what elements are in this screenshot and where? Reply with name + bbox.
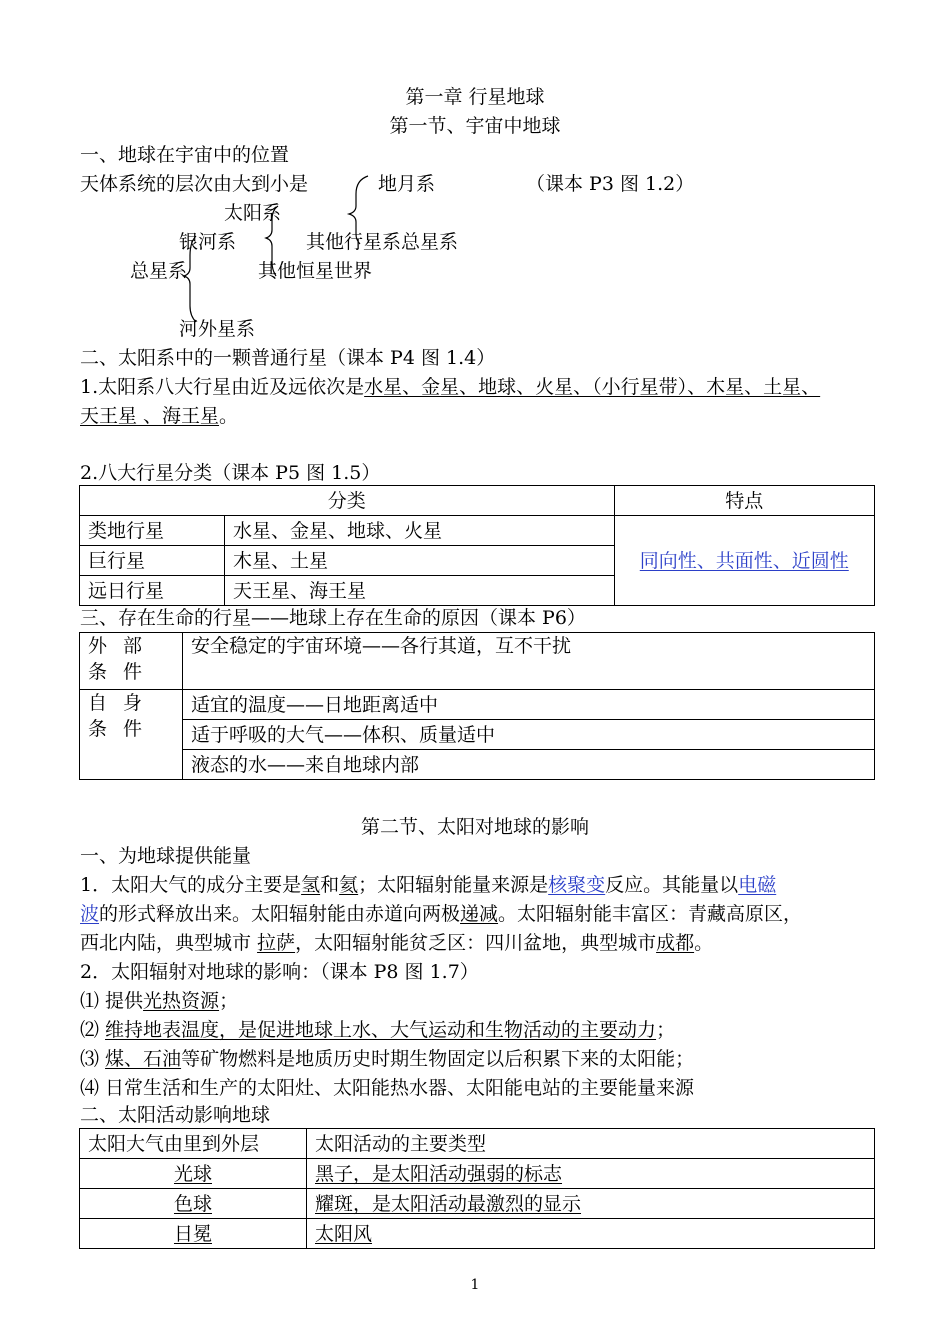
radiation-effects-heading: 2．太阳辐射对地球的影响：（课本 P8 图 1.7）: [80, 961, 479, 983]
activity-type: 耀斑，是太阳活动最激烈的显示: [315, 1192, 582, 1215]
text: 西北内陆，典型城市: [80, 932, 258, 954]
header-feature: 特点: [614, 486, 874, 516]
type-cell: [307, 1159, 875, 1189]
layer-cell: [80, 1219, 307, 1249]
classification-title: 2.八大行星分类（课本 P5 图 1.5）: [80, 462, 381, 484]
type-cell: [307, 1219, 875, 1249]
type-cell: [307, 1189, 875, 1219]
text: 。太阳辐射能丰富区：青藏高原区，: [498, 903, 803, 925]
helium: 氦: [339, 874, 359, 896]
lhasa: 拉萨: [257, 932, 296, 954]
text: 的形式释放出来。太阳辐射能由赤道向两极: [99, 903, 461, 925]
heading-energy: 一、为地球提供能量: [80, 845, 252, 867]
header-layers: 太阳大气由里到外层: [80, 1129, 307, 1159]
brace-milky: [266, 206, 278, 276]
planets-order-line2: [80, 403, 238, 429]
main-driving-force: 维持地表温度，是促进地球上水、大气运动和生物活动的主要动力: [105, 1019, 657, 1041]
text: 反应。其能量以: [605, 874, 739, 896]
row-members: 水星、金星、地球、火星: [225, 516, 615, 546]
em-wave-link-end[interactable]: 波: [80, 903, 100, 925]
external-label: 外 部 条 件: [80, 633, 183, 690]
hierarchy-braces: [0, 0, 950, 400]
coal-oil: 煤、石油: [105, 1048, 182, 1070]
other-stars: 其他恒星世界: [258, 260, 373, 282]
total-galaxy: 总星系: [130, 260, 188, 282]
heading-position: 一、地球在宇宙中的位置: [80, 144, 290, 166]
activity-type: 黑子，是太阳活动强弱的标志: [315, 1162, 563, 1185]
effect-3: [80, 1046, 694, 1072]
fusion-link[interactable]: 核聚变: [548, 874, 606, 896]
row-type: 巨行星: [80, 546, 225, 576]
text: 1．太阳大气的成分主要是: [80, 874, 302, 896]
section-title: 第一节、宇宙中地球: [389, 115, 561, 137]
planets-list-end: 天王星 、海王星: [80, 405, 220, 427]
effect-4: ⑷ 日常生活和生产的太阳灶、太阳能热水器、太阳能电站的主要能量来源: [80, 1077, 695, 1099]
planet-classification-table: [79, 485, 875, 606]
text: 。: [694, 932, 714, 954]
chengdu: 成都: [656, 932, 695, 954]
feature-link[interactable]: 同向性、共面性、近圆性: [639, 549, 849, 572]
layer-cell: [80, 1189, 307, 1219]
planets-list: 水星、金星、地球、火星、（小行星带）、木星、土星、: [364, 376, 821, 398]
page-number: 1: [470, 1277, 480, 1293]
text: 等矿物燃料是地质历史时期生物固定以后积累下来的太阳能；: [181, 1048, 695, 1070]
solar-system: 太阳系: [224, 202, 282, 224]
internal-condition: 液态的水——来自地球内部: [183, 750, 875, 780]
text: ；太阳辐射能量来源是: [358, 874, 549, 896]
activity-type: 太阳风: [315, 1222, 373, 1245]
heat-resources: 光热资源: [143, 990, 220, 1012]
other-planet-systems: 其他行星系总星系: [306, 231, 459, 253]
energy-line3: [80, 930, 713, 956]
energy-line1: [80, 872, 776, 898]
chapter-title: 第一章 行星地球: [405, 86, 545, 108]
extragalactic: 河外星系: [179, 318, 256, 340]
brace-solar: [349, 176, 368, 244]
internal-condition: 适于呼吸的大气——体积、质量适中: [183, 720, 875, 750]
milky-way: 银河系: [179, 231, 237, 253]
layer: 光球: [173, 1162, 212, 1185]
layer-cell: [80, 1159, 307, 1189]
hydrogen: 氢: [301, 874, 321, 896]
text: 和: [320, 874, 340, 896]
hierarchy-intro: 天体系统的层次由大到小是: [80, 173, 309, 195]
text: ；: [219, 990, 239, 1012]
section-title-2: 第二节、太阳对地球的影响: [360, 816, 589, 838]
planets-intro: 1.太阳系八大行星由近及远依次是: [80, 376, 365, 398]
layer: 日冕: [173, 1222, 212, 1245]
effect-1: [80, 988, 238, 1014]
earth-moon-system: 地月系: [378, 173, 436, 195]
feature-cell: [614, 516, 874, 606]
row-members: 木星、土星: [225, 546, 615, 576]
heading-life: 三、存在生命的行星——地球上存在生命的原因（课本 P6）: [80, 607, 586, 629]
textbook-ref: （课本 P3 图 1.2）: [526, 173, 695, 195]
row-members: 天王星、海王星: [225, 576, 615, 606]
energy-line2: [80, 901, 802, 927]
heading-solar-activity: 二、太阳活动影响地球: [80, 1104, 271, 1126]
layer: 色球: [173, 1192, 212, 1215]
header-types: 太阳活动的主要类型: [307, 1129, 875, 1159]
text: ⑶: [80, 1048, 106, 1070]
text: ；: [656, 1019, 676, 1041]
text: ⑴ 提供: [80, 990, 144, 1012]
internal-label: 自 身 条 件: [80, 690, 183, 780]
header-class: 分类: [80, 486, 615, 516]
external-condition: 安全稳定的宇宙环境——各行其道，互不干扰: [183, 633, 875, 690]
brace-total: [184, 236, 196, 322]
row-type: 远日行星: [80, 576, 225, 606]
planets-order-line1: [80, 374, 820, 400]
row-type: 类地行星: [80, 516, 225, 546]
text: ，太阳辐射能贫乏区：四川盆地，典型城市: [295, 932, 657, 954]
decrease: 递减: [460, 903, 499, 925]
period: 。: [219, 405, 239, 427]
heading-solar-planet: 二、太阳系中的一颗普通行星（课本 P4 图 1.4）: [80, 347, 496, 369]
em-wave-link[interactable]: 电磁: [738, 874, 777, 896]
effect-2: [80, 1017, 675, 1043]
internal-condition: 适宜的温度——日地距离适中: [183, 690, 875, 720]
solar-activity-table: [79, 1128, 875, 1249]
text: ⑵: [80, 1019, 106, 1041]
life-conditions-table: [79, 632, 875, 780]
